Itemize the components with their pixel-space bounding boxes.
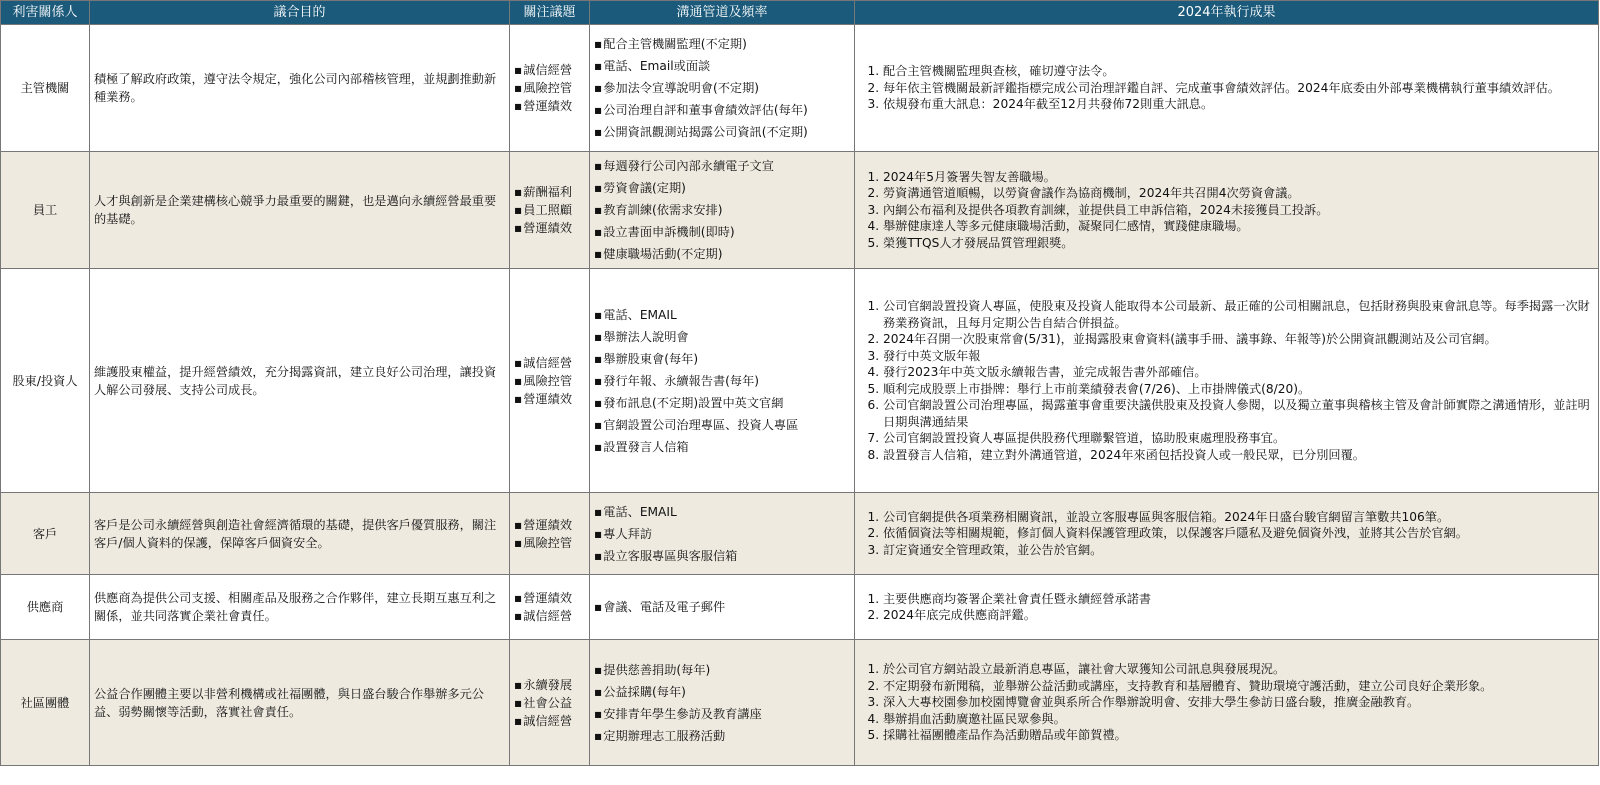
result-item: 5. 順利完成股票上市掛牌：舉行上市前業績發表會(7/26)、上市掛牌儀式(8/20)。 [883,381,1594,398]
issues-cell [510,152,590,269]
result-item: 5. 採購社福團體產品作為活動贈品或年節賀禮。 [883,727,1594,744]
channels-cell [590,152,855,269]
results-cell [855,152,1599,269]
engagement-purpose: 積極了解政府政策，遵守法令規定，強化公司內部稽核管理，並規劃推動新種業務。 [90,25,510,152]
engagement-purpose: 公益合作團體主要以非營利機構或社福團體，與日盛台駿合作舉辦多元公益、弱勢關懷等活動，落實社會責任。 [90,640,510,766]
stakeholder-name: 股東/投資人 [1,269,90,493]
channel-item: ▪ 公司治理自評和董事會績效評估(每年) [594,99,850,121]
channel-item: ▪ 會議、電話及電子郵件 [594,596,850,618]
result-item: 3. 內網公布福利及提供各項教育訓練，並提供員工申訴信箱，2024未接獲員工投訴。 [883,202,1594,219]
result-item: 2. 2024年召開一次股東常會(5/31)，並揭露股東會資料(議事手冊、議事錄、年報等)於公開資訊觀測站及公司官網。 [883,331,1594,348]
result-item: 2. 依循個資法等相關規範，修訂個人資料保護管理政策，以保護客戶隱私及避免個資外洩，並將其公告於官網。 [883,525,1594,542]
channels-cell [590,25,855,152]
channels-list [594,659,850,747]
channel-item: ▪ 提供慈善捐助(每年) [594,659,850,681]
results-cell [855,493,1599,575]
issue-item: ▪ 風險控管 [514,79,585,97]
issues-list [514,354,585,408]
results-list [861,169,1594,252]
results-cell [855,640,1599,766]
result-item: 1. 公司官網提供各項業務相關資訊，並設立客服專區與客服信箱。2024年日盛台駿官網留言筆數共106筆。 [883,509,1594,526]
issues-cell [510,25,590,152]
channel-item: ▪ 公益採購(每年) [594,681,850,703]
channel-item: ▪ 專人拜訪 [594,523,850,545]
channel-item: ▪ 健康職場活動(不定期) [594,243,850,265]
issue-item: ▪ 薪酬福利 [514,183,585,201]
result-item: 1. 主要供應商均簽署企業社會責任暨永續經營承諾書 [883,591,1594,608]
issue-item: ▪ 誠信經營 [514,354,585,372]
results-cell [855,575,1599,640]
results-cell [855,269,1599,493]
issue-item: ▪ 永續發展 [514,676,585,694]
channel-item: ▪ 電話、EMAIL [594,304,850,326]
issue-item: ▪ 營運績效 [514,516,585,534]
engagement-purpose: 人才與創新是企業建構核心競爭力最重要的關鍵，也是邁向永續經營最重要的基礎。 [90,152,510,269]
channel-item: ▪ 設立書面申訴機制(即時) [594,221,850,243]
issues-list [514,676,585,730]
channels-cell [590,575,855,640]
table-row [1,575,1599,640]
result-item: 5. 榮獲TTQS人才發展品質管理銀獎。 [883,235,1594,252]
channel-item: ▪ 每週發行公司內部永續電子文宣 [594,155,850,177]
results-list [861,661,1594,744]
channels-cell [590,640,855,766]
stakeholder-name: 供應商 [1,575,90,640]
table-row [1,493,1599,575]
result-item: 6. 公司官網設置公司治理專區，揭露董事會重要決議供股東及投資人參閱，以及獨立董事與稽核主管及會計師實際之溝通情形，並註明日期與溝通結果 [883,397,1594,430]
results-list [861,63,1594,113]
engagement-purpose: 供應商為提供公司支援、相關產品及服務之合作夥伴，建立長期互惠互利之關係，並共同落實企業社會責任。 [90,575,510,640]
issues-cell [510,493,590,575]
result-item: 7. 公司官網設置投資人專區提供股務代理聯繫管道，協助股東處理股務事宜。 [883,430,1594,447]
result-item: 2. 每年依主管機關最新評鑑指標完成公司治理評鑑自評、完成董事會績效評估。2024年底委由外部專業機構執行董事績效評估。 [883,80,1594,97]
issues-list [514,589,585,625]
issues-list [514,183,585,237]
result-item: 4. 發行2023年中英文版永續報告書，並完成報告書外部確信。 [883,364,1594,381]
table-row [1,640,1599,766]
issues-list [514,61,585,115]
result-item: 2. 勞資溝通管道順暢，以勞資會議作為協商機制，2024年共召開4次勞資會議。 [883,185,1594,202]
channel-item: ▪ 電話、EMAIL [594,501,850,523]
header-results: 2024年執行成果 [855,1,1599,25]
stakeholder-name: 社區團體 [1,640,90,766]
channel-item: ▪ 設置發言人信箱 [594,436,850,458]
channels-list [594,304,850,458]
engagement-purpose: 維護股東權益，提升經營績效，充分揭露資訊，建立良好公司治理，讓投資人解公司發展、支持公司成長。 [90,269,510,493]
header-stakeholder: 利害關係人 [1,1,90,25]
channel-item: ▪ 公開資訊觀測站揭露公司資訊(不定期) [594,121,850,143]
result-item: 3. 依規發布重大訊息：2024年截至12月共發佈72則重大訊息。 [883,96,1594,113]
result-item: 4. 舉辦健康達人等多元健康職場活動，凝聚同仁感情，實踐健康職場。 [883,218,1594,235]
channel-item: ▪ 定期辦理志工服務活動 [594,725,850,747]
channel-item: ▪ 安排青年學生參訪及教育講座 [594,703,850,725]
stakeholder-name: 主管機關 [1,25,90,152]
table-header-row [1,1,1599,25]
channels-list [594,33,850,143]
table-row [1,152,1599,269]
result-item: 1. 2024年5月簽署失智友善職場。 [883,169,1594,186]
issues-cell [510,575,590,640]
result-item: 2. 2024年底完成供應商評鑑。 [883,607,1594,624]
table-row [1,25,1599,152]
channel-item: ▪ 發行年報、永續報告書(每年) [594,370,850,392]
issue-item: ▪ 誠信經營 [514,607,585,625]
result-item: 3. 發行中英文版年報 [883,348,1594,365]
results-list [861,298,1594,463]
stakeholder-name: 客戶 [1,493,90,575]
channel-item: ▪ 舉辦法人說明會 [594,326,850,348]
issue-item: ▪ 員工照顧 [514,201,585,219]
results-list [861,509,1594,559]
table-row [1,269,1599,493]
result-item: 3. 訂定資通安全管理政策，並公告於官網。 [883,542,1594,559]
issue-item: ▪ 風險控管 [514,372,585,390]
channels-cell [590,493,855,575]
channels-list [594,596,850,618]
result-item: 4. 舉辦捐血活動廣邀社區民眾參與。 [883,711,1594,728]
channel-item: ▪ 勞資會議(定期) [594,177,850,199]
issue-item: ▪ 誠信經營 [514,712,585,730]
channel-item: ▪ 參加法令宣導說明會(不定期) [594,77,850,99]
issues-cell [510,269,590,493]
issue-item: ▪ 營運績效 [514,219,585,237]
result-item: 2. 不定期發布新聞稿，並舉辦公益活動或講座，支持教育和基層體育、贊助環境守護活動，建立公司良好企業形象。 [883,678,1594,695]
issues-cell [510,640,590,766]
results-list [861,591,1594,624]
channel-item: ▪ 官網設置公司治理專區、投資人專區 [594,414,850,436]
header-purpose: 議合目的 [90,1,510,25]
channel-item: ▪ 舉辦股東會(每年) [594,348,850,370]
result-item: 3. 深入大專校園參加校園博覽會並與系所合作舉辦說明會、安排大學生參訪日盛台駿，推廣金融教育。 [883,694,1594,711]
result-item: 1. 公司官網設置投資人專區，使股東及投資人能取得本公司最新、最正確的公司相關訊息，包括財務與股東會訊息等。每季揭露一次財務業務資訊，且每月定期公告自結合併損益。 [883,298,1594,331]
stakeholder-name: 員工 [1,152,90,269]
channel-item: ▪ 電話、Email或面談 [594,55,850,77]
result-item: 1. 於公司官方網站設立最新消息專區，讓社會大眾獲知公司訊息與發展現況。 [883,661,1594,678]
results-cell [855,25,1599,152]
channel-item: ▪ 發布訊息(不定期)設置中英文官網 [594,392,850,414]
channels-list [594,501,850,567]
header-channels: 溝通管道及頻率 [590,1,855,25]
header-issues: 關注議題 [510,1,590,25]
result-item: 8. 設置發言人信箱，建立對外溝通管道，2024年來函包括投資人或一般民眾，已分別回覆。 [883,447,1594,464]
issue-item: ▪ 營運績效 [514,390,585,408]
result-item: 1. 配合主管機關監理與查核，確切遵守法令。 [883,63,1594,80]
issue-item: ▪ 營運績效 [514,97,585,115]
issue-item: ▪ 風險控管 [514,534,585,552]
channel-item: ▪ 教育訓練(依需求安排) [594,199,850,221]
issues-list [514,516,585,552]
issue-item: ▪ 營運績效 [514,589,585,607]
channel-item: ▪ 設立客服專區與客服信箱 [594,545,850,567]
channels-list [594,155,850,265]
channel-item: ▪ 配合主管機關監理(不定期) [594,33,850,55]
channels-cell [590,269,855,493]
engagement-purpose: 客戶是公司永續經營與創造社會經濟循環的基礎，提供客戶優質服務，關注客戶/個人資料的保護，保障客戶個資安全。 [90,493,510,575]
issue-item: ▪ 誠信經營 [514,61,585,79]
issue-item: ▪ 社會公益 [514,694,585,712]
